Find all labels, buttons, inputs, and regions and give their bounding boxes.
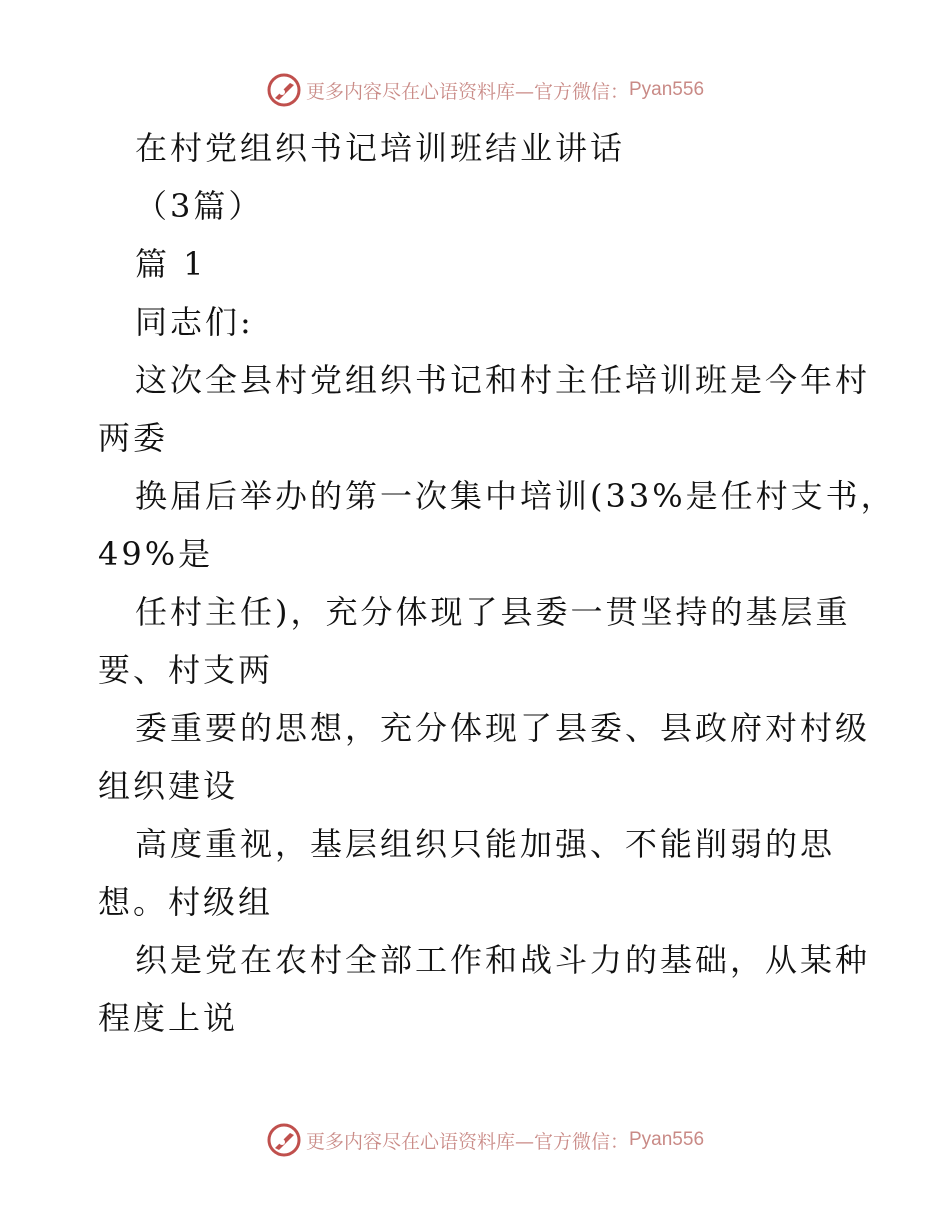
body-line: 想。村级组 <box>98 883 274 921</box>
pen-logo-icon <box>266 72 302 108</box>
section-heading: 篇 1 <box>135 245 207 283</box>
body-line: 换届后举办的第一次集中培训(33%是任村支书， <box>135 477 896 515</box>
body-line: 任村主任)，充分体现了县委一贯坚持的基层重 <box>135 593 851 631</box>
watermark-text: 更多内容尽在心语资料库—官方微信： <box>305 80 629 103</box>
watermark-wechat-id: Pyan556 <box>629 1129 705 1150</box>
header-watermark <box>0 70 950 110</box>
body-line: 两委 <box>98 419 169 457</box>
footer-watermark <box>0 1120 950 1160</box>
body-line: 委重要的思想，充分体现了县委、县政府对村级 <box>135 709 871 747</box>
document-title: 在村党组织书记培训班结业讲话 <box>135 129 626 167</box>
pen-logo-icon <box>266 1122 302 1158</box>
watermark-text: 更多内容尽在心语资料库—官方微信： <box>305 1130 629 1153</box>
body-line: 程度上说 <box>98 999 239 1037</box>
salutation: 同志们: <box>135 303 254 341</box>
body-line: 要、村支两 <box>98 651 274 689</box>
document-subtitle: （3篇） <box>135 187 264 225</box>
body-line: 49%是 <box>98 535 214 573</box>
body-line: 高度重视，基层组织只能加强、不能削弱的思 <box>135 825 836 863</box>
body-line: 织是党在农村全部工作和战斗力的基础，从某种 <box>135 941 871 979</box>
watermark-wechat-id: Pyan556 <box>629 79 705 100</box>
body-line: 这次全县村党组织书记和村主任培训班是今年村 <box>135 361 871 399</box>
body-line: 组织建设 <box>98 767 239 805</box>
